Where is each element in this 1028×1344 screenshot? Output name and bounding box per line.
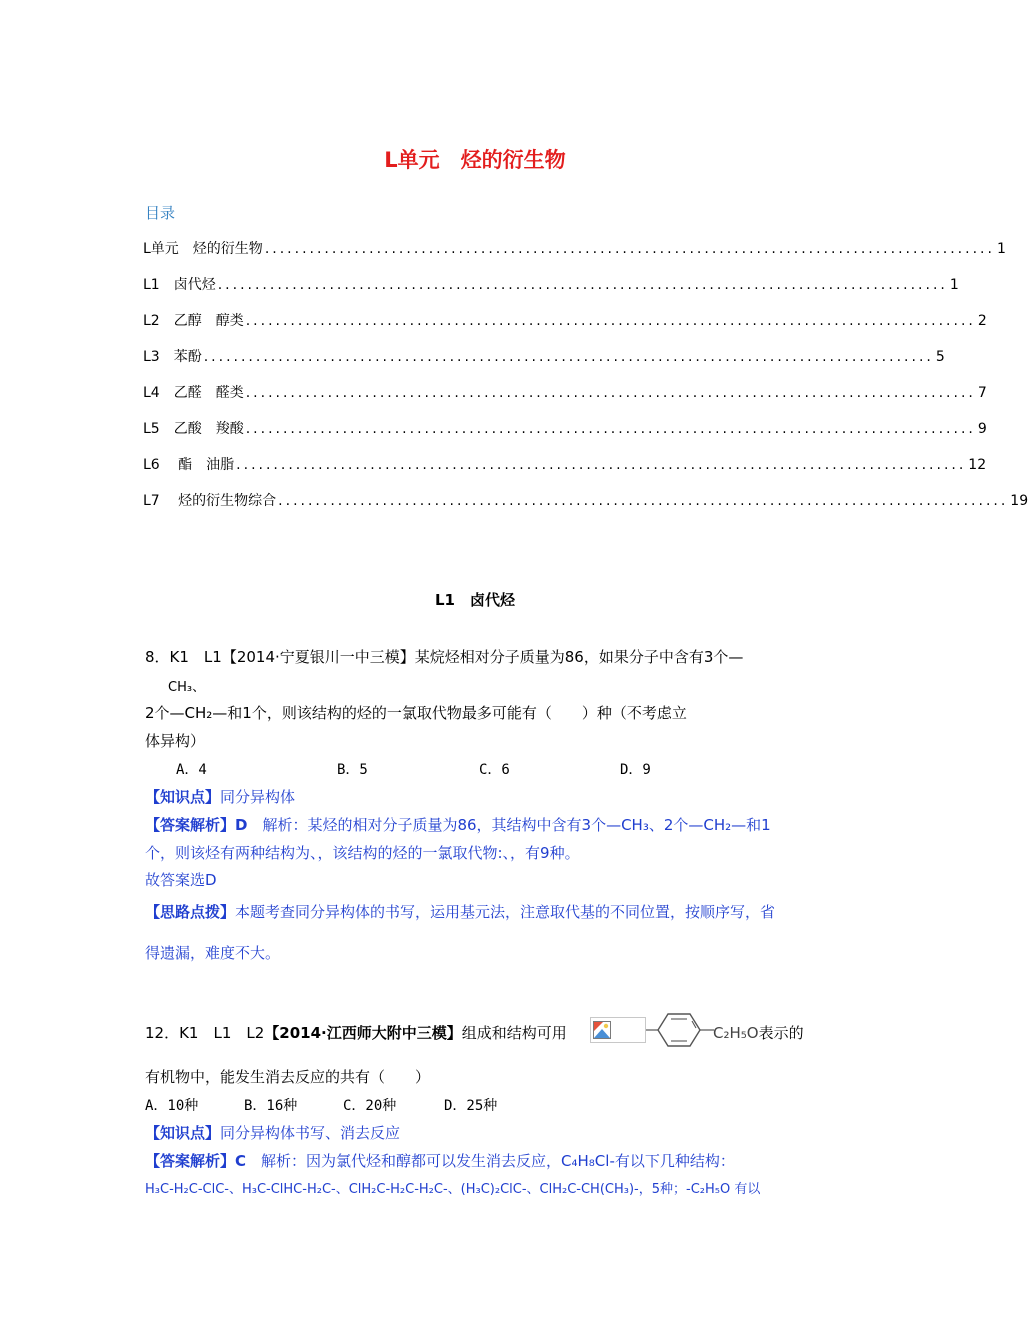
toc-item-label: L2 乙醇 醇类 — [143, 313, 244, 329]
toc-item-page: 12 — [968, 457, 987, 473]
benzene-ring-structure — [644, 1007, 716, 1053]
section-heading: L1 卤代烃 — [435, 591, 515, 609]
q12-formula: C₂H₅O — [713, 1024, 759, 1042]
q8-knowledge — [145, 786, 295, 807]
q8-option-a: A．4 — [176, 762, 207, 778]
q12-answer-line1 — [145, 1150, 735, 1171]
q8-answer-line3: 故答案选D — [145, 871, 217, 889]
toc-item-label: L单元 烃的衍生物 — [143, 241, 263, 257]
q12-formula-text — [713, 1022, 804, 1043]
q8-thinking-line1 — [145, 901, 775, 922]
toc-item[interactable]: L4 乙醛 醛类 .................................................................................................. 7 — [143, 382, 806, 404]
q12-stem-line1 — [145, 1022, 567, 1043]
toc-item-page: 1 — [996, 241, 1006, 257]
q12-stem-line2: 有机物中，能发生消去反应的共有（ ） — [145, 1068, 431, 1086]
toc-item-label: L1 卤代烃 — [143, 277, 216, 293]
q12-option-a: A．10种 — [145, 1098, 199, 1114]
toc-item-label: L4 乙醛 醛类 — [143, 385, 244, 401]
q8-answer-label: 【答案解析】D — [145, 816, 248, 834]
q8-option-b: B．5 — [337, 762, 368, 778]
q12-knowledge-text: 同分异构体书写、消去反应 — [220, 1124, 401, 1142]
q8-knowledge-label: 【知识点】 — [145, 788, 221, 806]
q8-answer-text1: 解析：某烃的相对分子质量为86，其结构中含有3个—CH₃、2个—CH₂—和1 — [247, 816, 771, 834]
toc-item-label: L3 苯酚 — [143, 349, 202, 365]
q8-answer-line2: 个，则该烃有两种结构为、，该结构的烃的一氯取代物:、，有9种。 — [145, 844, 580, 862]
q8-answer-line1 — [145, 814, 771, 835]
toc-item-page: 5 — [935, 349, 945, 365]
q12-answer-label: 【答案解析】C — [145, 1152, 247, 1170]
q12-answer-line2: H₃C-H₂C-ClC-、H₃C-ClHC-H₂C-、ClH₂C-H₂C-H₂C-、(H₃C)₂ClC-、ClH₂C-CH(CH₃)-，5种；-C₂H₅O 有以 — [145, 1182, 761, 1197]
toc-item[interactable]: L2 乙醇 醇类 .................................................................................................. 2 — [143, 310, 806, 332]
toc-item-label: L7 烃的衍生物综合 — [143, 493, 277, 509]
toc-item[interactable]: L6 酯 油脂 .................................................................................................. 12 — [143, 454, 806, 476]
toc-item[interactable]: L单元 烃的衍生物 .................................................................................................. 1 — [143, 238, 806, 260]
q8-thinking-label: 【思路点拨】 — [145, 903, 236, 921]
q8-stem-line4: 体异构） — [145, 732, 206, 750]
page-title: L单元 烃的衍生物 — [384, 148, 566, 172]
q8-stem-line1: 8．K1 L1【2014·宁夏银川一中三模】某烷烃相对分子质量为86，如果分子中含有3个— — [145, 648, 744, 666]
q8-thinking-line2: 得遗漏，难度不大。 — [145, 944, 281, 962]
q12-option-b: B．16种 — [244, 1098, 298, 1114]
q12-prefix: 12．K1 L1 L2 — [145, 1024, 265, 1042]
q8-option-c: C．6 — [479, 762, 510, 778]
q8-thinking-text1: 本题考查同分异构体的书写，运用基元法，注意取代基的不同位置，按顺序写，省 — [235, 903, 776, 921]
toc-item-page: 9 — [977, 421, 987, 437]
q12-knowledge — [145, 1122, 400, 1143]
toc-item-page: 7 — [977, 385, 987, 401]
toc-item-page: 1 — [949, 277, 959, 293]
q12-option-d: D．25种 — [444, 1098, 498, 1114]
toc-item-label: L6 酯 油脂 — [143, 457, 235, 473]
toc-item-label: L5 乙酸 羧酸 — [143, 421, 244, 437]
toc-item[interactable]: L7 烃的衍生物综合 .................................................................................................. 19 — [143, 490, 806, 512]
toc-item[interactable]: L1 卤代烃 .................................................................................................. 1 — [143, 274, 806, 296]
toc-heading: 目录 — [145, 204, 176, 222]
toc-item-page: 19 — [1010, 493, 1028, 509]
toc-item-page: 2 — [977, 313, 987, 329]
q12-text1: 组成和结构可用 — [461, 1024, 567, 1042]
q8-stem-line3: 2个—CH₂—和1个，则该结构的烃的一氯取代物最多可能有（ ）种（不考虑立 — [145, 704, 687, 722]
q12-answer-text1: 解析：因为氯代烃和醇都可以发生消去反应，C₄H₈Cl-有以下几种结构： — [246, 1152, 735, 1170]
broken-image-icon — [593, 1021, 611, 1039]
q12-option-c: C．20种 — [343, 1098, 397, 1114]
q12-text1-end: 表示的 — [758, 1024, 804, 1042]
q8-knowledge-text: 同分异构体 — [220, 788, 296, 806]
q8-stem-line2: CH₃、 — [168, 680, 206, 695]
broken-image-placeholder — [590, 1017, 646, 1043]
q12-source: 【2014·江西师大附中三模】 — [264, 1024, 462, 1042]
toc-item[interactable]: L3 苯酚 .................................................................................................. 5 — [143, 346, 806, 368]
toc-item[interactable]: L5 乙酸 羧酸 .................................................................................................. 9 — [143, 418, 806, 440]
q8-option-d: D．9 — [620, 762, 651, 778]
q12-knowledge-label: 【知识点】 — [145, 1124, 221, 1142]
